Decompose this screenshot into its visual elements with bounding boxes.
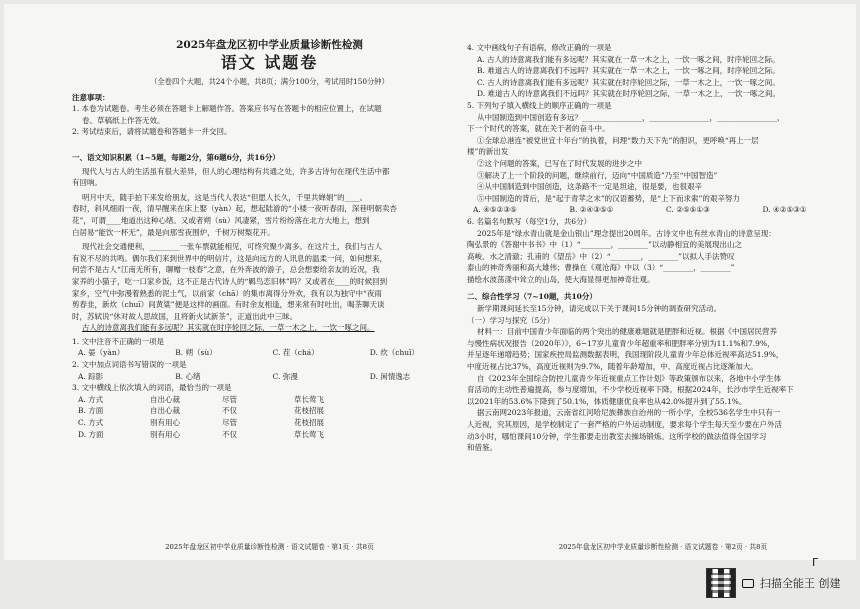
scanner-logo-icon [741,576,755,590]
qr-code-icon [706,568,736,598]
passage-line: 家乡，空气中弥漫着熟悉的泥土气，以前家（chā）的集市离得分外欢，我有以为独守中“夜雨 [72,288,382,298]
option-row[interactable] [72,405,467,417]
option-cell: D. 方面 [78,429,104,439]
passage-line: 花”，可谓____地道出这种心绪。又或者朔（sù）风凄紧，雪片纷纷落在北方大地上，想到 [72,215,370,225]
passage-line: 有回响。 [72,178,102,188]
option[interactable]: D. ④②⑤③① [762,205,807,215]
scanner-watermark [706,568,841,598]
exam-info: （全卷四个大题，共24个小题，共8页；满分100分，考试用时150分钟） [150,77,389,86]
corner-mark: Г [812,556,819,569]
section2-intro: 新学期课间延长至15分钟，请完成以下关于课间15分钟的调查研究活动。 [477,304,722,314]
question-2: 2. 文中加点词语书写错误的一项是 [72,360,187,370]
option-row[interactable] [72,417,467,429]
question-3-options [72,394,467,440]
passage-line: 白居易“能饮一杯无”，最是向那雪夜围炉，千树万树梨花开。 [72,227,275,237]
option[interactable]: A. 古人的诗意离我们能有多远呢？其实就在一草一木之上，一饮一啄之间，时序轮回之际。 [477,54,780,64]
material-line: 以2021年的53.6%下降到了50.1%，体质健康优良率也从42.0%提升到了55.1%。 [467,396,747,406]
option-cell: C. 方式 [78,418,104,428]
material-line: 人近视，究其原因，是学校制定了一套严格的户外运动制度，要求每个学生每天至少要在户外活 [467,420,782,429]
exam-subject: 语文 试题卷 [220,53,319,72]
q5-line: ③解决了上一个阶段的问题，继续前行，迈向“中国质造”乃至“中国智造” [477,170,718,180]
option-cell: 别有用心 [150,418,180,428]
scanner-brand-text: 扫描全能王 创建 [760,577,841,590]
option[interactable]: D. 难道古人的诗意离我们不远吗？其实就在时序轮回之际，一草一木之上，一饮一啄之间。 [477,89,781,99]
notes-title: 注意事项： [72,92,110,102]
passage-line: 现代人与古人的生活虽有很大差异，但人的心理结构有共通之处，许多古诗句在现代生活中都 [82,166,390,176]
option-cell: 别有用心 [150,429,180,439]
note-line: 2. 考试结束后，请将试题卷和答题卡一并交回。 [72,127,232,137]
option-cell: B. 方面 [78,406,104,416]
option-cell: 自出心裁 [150,394,180,404]
question-3: 3. 文中横线上依次填入的词语，最恰当的一项是 [72,383,232,393]
option-cell: 自出心裁 [150,406,180,416]
material [467,326,859,454]
option-row[interactable] [72,394,467,406]
option[interactable]: D. 闲情逸志 [369,371,411,381]
q5-line: 楼”的新出发 [467,147,509,157]
q5-line: ④从中国制造到中国创造，这条路不一定是坦途，很是要，也很艰辛 [477,182,702,192]
passage-line: 时，苏轼说“休对故人思故国，且将新火试新茶”，正道出此中三昧。 [72,311,298,321]
question-1-options [72,347,467,359]
option[interactable]: A. ④⑤②③⑤ [473,205,517,215]
material-line: 动3小时，哪怕课间10分钟，学生都要走出教室去操场锻炼。这所学校的做法值得全国学习 [467,431,767,441]
option-cell: A. 方式 [78,394,104,404]
option[interactable]: B. ②④③⑤① [569,205,614,215]
q5-line: ⑤中国制造的背后，是“起于青苹之末”的汉语蓄势，是“上下而求索”的艰辛努力 [477,193,740,203]
q5-line: 从中国制造到中国创造有多远？________________，________________，________________， [477,112,785,122]
q6-line: 高峻、水之清澈；孔甫的《望岳》中（2）“________，________”以拟人手法赞叹 [467,251,735,261]
section2-title: 二、综合性学习（7~10题，共10分） [467,292,597,302]
option-cell: 尽管 [222,394,237,404]
option[interactable]: C. 茬（chá） [272,348,319,358]
option[interactable]: C. 古人的诗意离我们能有多远呢？其实就在时序轮回之际，一草一木之上，一饮一啄之间。 [477,77,780,87]
passage-line: 家养的小猫子，吃一口家乡饭，这不正是古代诗人的“羁鸟恋旧林”吗？又或者在____的时候回到 [72,276,388,286]
passage [72,166,467,334]
q6-line: 泰山的神奇秀丽和高大雄伟；曹操在《观沧海》中以（3）“________，________” [467,263,735,273]
option[interactable]: B. 心绪 [175,371,201,381]
passage-line: 何尝不是古人“江南无所有，聊赠一枝春”之意，在外奔波的游子，总会想要给亲友的近况，我 [72,265,380,275]
option[interactable]: D. 炊（chuī） [369,348,420,358]
material-line: 和借鉴。 [467,443,497,453]
question-2-options [72,371,467,383]
option[interactable]: C. 弥漫 [272,371,298,381]
section1-title: 一、语文知识积累（1~5题，每题2分，第6题6分，共16分） [72,152,280,162]
page-footer: 2025年盘龙区初中学业质量诊断性检测 · 语文试题卷 · 第2页 · 共8页 [558,543,768,552]
material-line: 中度近视占比37%，高度近视则为9.7%，随着年龄增加，中、高度近视占比逐渐加大。 [467,362,758,372]
exam-title: 2025年盘龙区初中学业质量诊断性检测 [176,39,363,51]
left-page [72,4,467,560]
option-cell: 草长莺飞 [294,429,324,439]
option[interactable]: C. ②⑤⑤①③ [666,205,710,215]
option-row[interactable] [72,429,467,441]
question-4: 4. 文中画线句子有语病，修改正确的一项是 [467,43,612,52]
option-cell: 花枝招展 [294,406,324,416]
q6-line: 2025年是“绿水青山就是金山银山”理念提出20周年。古诗文中也有丝水青山的诗意呈现： [477,228,776,238]
passage-line: 明月中天，随手拍下来发给朋友，这是当代人表达“但愿人长久，千里共婵娟”的____。 [82,192,368,202]
passage-line: 剪春韭，新炊（chuī）间黄粱”便是这样的画面。有时余友相逢，想来常有时吐出，喝茶聊天谈 [72,300,385,310]
question-5: 5. 下列句子填入横线上的顺序正确的一项是 [467,100,612,110]
material-line: 与慢性病状况报告（2020年）》，6~17岁儿童青少年超重率和肥胖率分别为11.1%和7.9%， [467,338,775,348]
material-line: 据云南网2023年报道，云南省红河哈尼族彝族自治州的一所小学，全校536名学生中只有一 [477,408,781,418]
q5-line: ②这个问题的答案，已写在了时代发展的进步之中 [477,158,642,168]
option[interactable]: B. 朔（sù） [175,348,217,358]
q5-line: 下一个时代的答案，就在关于者的奋斗中。 [467,124,610,134]
option-cell: 不仅 [222,429,237,439]
q5-line: ①全球总港连“被党世宜十年台”的执着，问理“数力天下先”的胆识，更呼唤“再上一层 [477,135,759,145]
material-line: 自《2023年全国综合防控儿童青少年近视重点工作计划》等政策颁布以来，各地中小学生体 [477,373,782,383]
option-cell: 草长莺飞 [294,394,324,404]
option-cell: 不仅 [222,406,237,416]
q6-line: 陶弘景的《答谢中书书》中（1）“________，________”以动静相宜的美展现出山之 [467,240,742,250]
material-line: 育活动的主动性普遍提高，参与度增加，不少学校近视率下降。根据2024年，长沙市学生近视率下 [467,385,794,395]
option[interactable]: A. 踪影 [78,371,104,381]
passage-underlined-line: 古人的诗意离我们能有多远呢？其实就在时序轮回之际，一草一木之上，一饮一啄之间。 [82,323,375,333]
question-5-options [467,204,859,216]
option-cell: 花枝招展 [294,418,324,428]
right-page [467,4,859,560]
page-footer: 2025年盘龙区初中学业质量诊断性检测 · 语文试题卷 · 第1页 · 共8页 [165,543,374,552]
question-1: 1. 文中注音不正确的一项是 [72,336,165,346]
option[interactable]: B. 难道古人的诗意离我们不远吗？其实就在一草一木之上，一饮一啄之间，时序轮回之际。 [477,66,780,76]
section2-subtitle: （一）学习与探究（5分） [467,315,555,325]
passage-line: 有说不尽的共鸣。偶尔我们来到世界中的明信片，这是向远方的人讯息的温柔一问，如何想来， [72,253,387,263]
note-line: 1. 本卷为试题卷。考生必须在答题卡上解题作答。答案应书写在答题卡的相应位置上，在试题 [72,104,382,114]
note-line: 卷、草稿纸上作答无效。 [82,115,165,125]
q6-line: 描绘水波荡漾中耸立的山岛，使大海显得更加神奇壮观。 [467,274,655,284]
question-6: 6. 名篇名句默写（每空1分，共6分） [467,216,592,226]
material-line: 并呈逐年递增趋势；国家疾控局监测数据表明，我国现阶段儿童青少年总体近视率高达51.9%， [467,350,784,360]
exam-sheet [4,4,856,560]
option[interactable]: A. 晏（yàn） [78,348,125,358]
material-line: 材料一：目前中国青少年面临的两个突出的健康难题就是肥胖和近视。根据《中国居民营养 [477,327,777,337]
passage-line: 春时，斜风细雨一夜，清早醒来在床上娶（yàn）起，想起陆游的“小楼一夜听春雨，深巷明朝卖杏 [72,204,397,214]
option-cell: 尽管 [222,418,237,428]
passage-line: 现代社会交通便利，________一张车票就能相见，可终究聚少离多。在这片土，我们与古人 [82,242,382,252]
